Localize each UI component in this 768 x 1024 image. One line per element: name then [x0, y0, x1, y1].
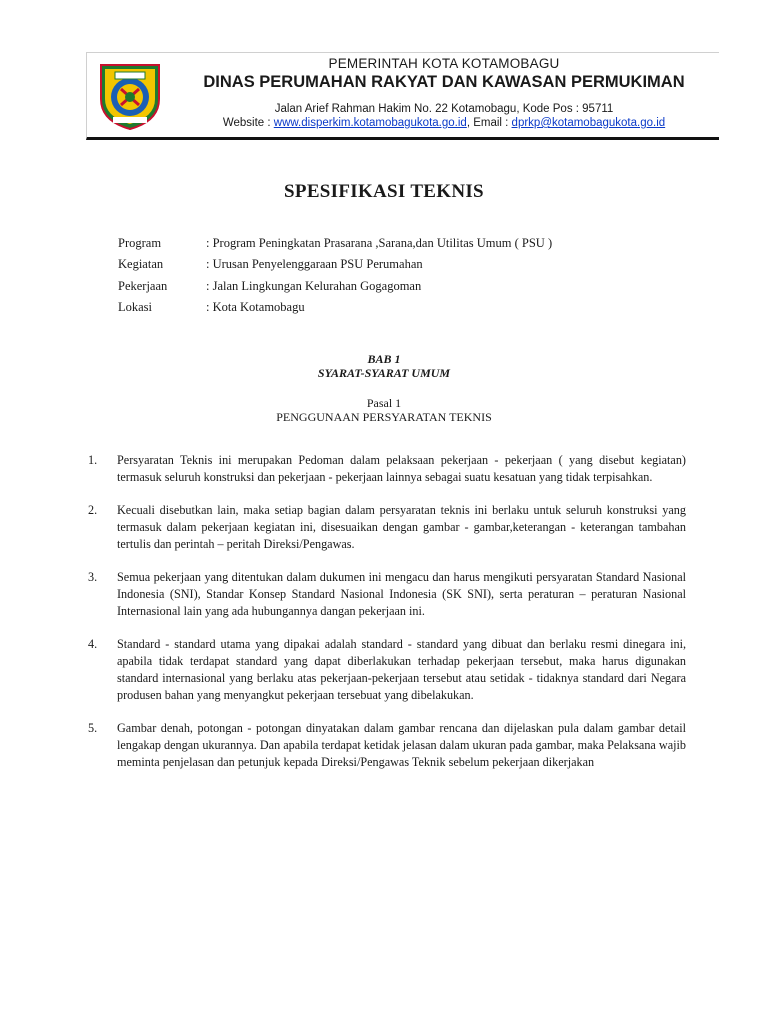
item-number: 2. [88, 503, 98, 517]
detail-row-program [118, 235, 552, 256]
chapter-number: BAB 1 [367, 352, 401, 366]
item-text: Standard - standard utama yang dipakai adalah standard - standard yang dibuat dan berlaku resmi dinegara ini, apabila tidak terdapat standard yang dapat diberlakukan terhadap pekerjaan tersebut, maka harus digunakan standard internasional yang berlaku atas pekerjaan-pekerjaan tersebut atau setidak - tidaknya standard dari Negara produsen bahan yang menyangkut pekerjaan tersebuat yang dibelakukan. [117, 637, 686, 702]
detail-value: : Program Peningkatan Prasarana ,Sarana,dan Utilitas Umum ( PSU ) [206, 236, 553, 250]
email-link[interactable]: dprkp@kotamobagukota.go.id [511, 117, 666, 129]
document-title: SPESIFIKASI TEKNIS [284, 181, 484, 202]
list-item [88, 569, 686, 620]
detail-row-kegiatan [118, 256, 552, 277]
contact-line [171, 116, 717, 130]
department-address: Jalan Arief Rahman Hakim No. 22 Kotamobagu, Kode Pos : 95711 [274, 103, 614, 115]
email-label: , Email : [466, 117, 512, 129]
detail-row-pekerjaan [118, 278, 552, 299]
detail-label: Kegiatan [118, 257, 164, 272]
article-heading [0, 396, 768, 424]
detail-label: Program [118, 236, 162, 250]
article-number: Pasal 1 [366, 396, 402, 410]
project-details [118, 235, 552, 320]
website-label: Website : [222, 117, 274, 129]
list-item [88, 452, 686, 486]
government-name: PEMERINTAH KOTA KOTAMOBAGU [328, 56, 560, 71]
letterhead [86, 52, 719, 140]
list-item [88, 720, 686, 771]
article-title: PENGGUNAAN PERSYARATAN TEKNIS [276, 410, 492, 424]
list-item [88, 502, 686, 553]
department-name: DINAS PERUMAHAN RAKYAT DAN KAWASAN PERMUKIMAN [203, 73, 685, 91]
item-number: 5. [88, 721, 98, 735]
list-item [88, 636, 686, 704]
item-text: Semua pekerjaan yang ditentukan dalam dukumen ini mengacu dan harus mengikuti persyaratan Standard Nasional Indonesia (SNI), Standar Konsep Standard Nasional Indonesia (SK SNI), serta peraturan – peraturan Nasional Internasional lain yang ada hubungannya dangan pekerjaan ini. [117, 570, 686, 618]
item-number: 1. [88, 453, 98, 467]
detail-label: Lokasi [118, 299, 153, 314]
item-text: Gambar denah, potongan - potongan dinyatakan dalam gambar rencana dan dijelaskan pula dalam gambar detail lengakap dengan ukurannya. Dan apabila terdapat ketidak jelasan dalam ukuran pada gambar, maka Pelaksana wajib meminta penjelasan dan petunjuk kepada Direksi/Pengawas Teknik sebelum pekerjaan dikerjakan [117, 721, 686, 769]
detail-value: : Jalan Lingkungan Kelurahan Gogagoman [206, 278, 422, 293]
detail-value: : Urusan Penyelenggaraan PSU Perumahan [206, 257, 423, 272]
chapter-heading [0, 352, 768, 380]
detail-label: Pekerjaan [118, 278, 168, 293]
detail-row-lokasi [118, 299, 552, 320]
item-text: Persyaratan Teknis ini merupakan Pedoman dalam pelaksaan pekerjaan - pekerjaan ( yang disebut kegiatan) termasuk seluruh konstruksi dan pekerjaan - pekerjaan lainnya sebagai suatu kesatuan yang tidak terpisahkan. [117, 453, 686, 484]
requirements-list [88, 452, 686, 787]
website-link[interactable]: www.disperkim.kotamobagukota.go.id [273, 117, 467, 129]
item-text: Kecuali disebutkan lain, maka setiap bagian dalam persyaratan teknis ini berlaku untuk seluruh konstruksi yang termasuk dalam pekerjaan kegiatan ini, disesuaikan dengan gambar - gambar,keterangan - keterangan tambahan tertulis dan perintah – peritah Direksi/Pengawas. [117, 503, 686, 551]
item-number: 4. [88, 637, 98, 651]
detail-value: : Kota Kotamobagu [206, 299, 305, 314]
coat-of-arms-icon [95, 59, 165, 131]
item-number: 3. [88, 570, 98, 584]
chapter-title: SYARAT-SYARAT UMUM [317, 366, 451, 380]
